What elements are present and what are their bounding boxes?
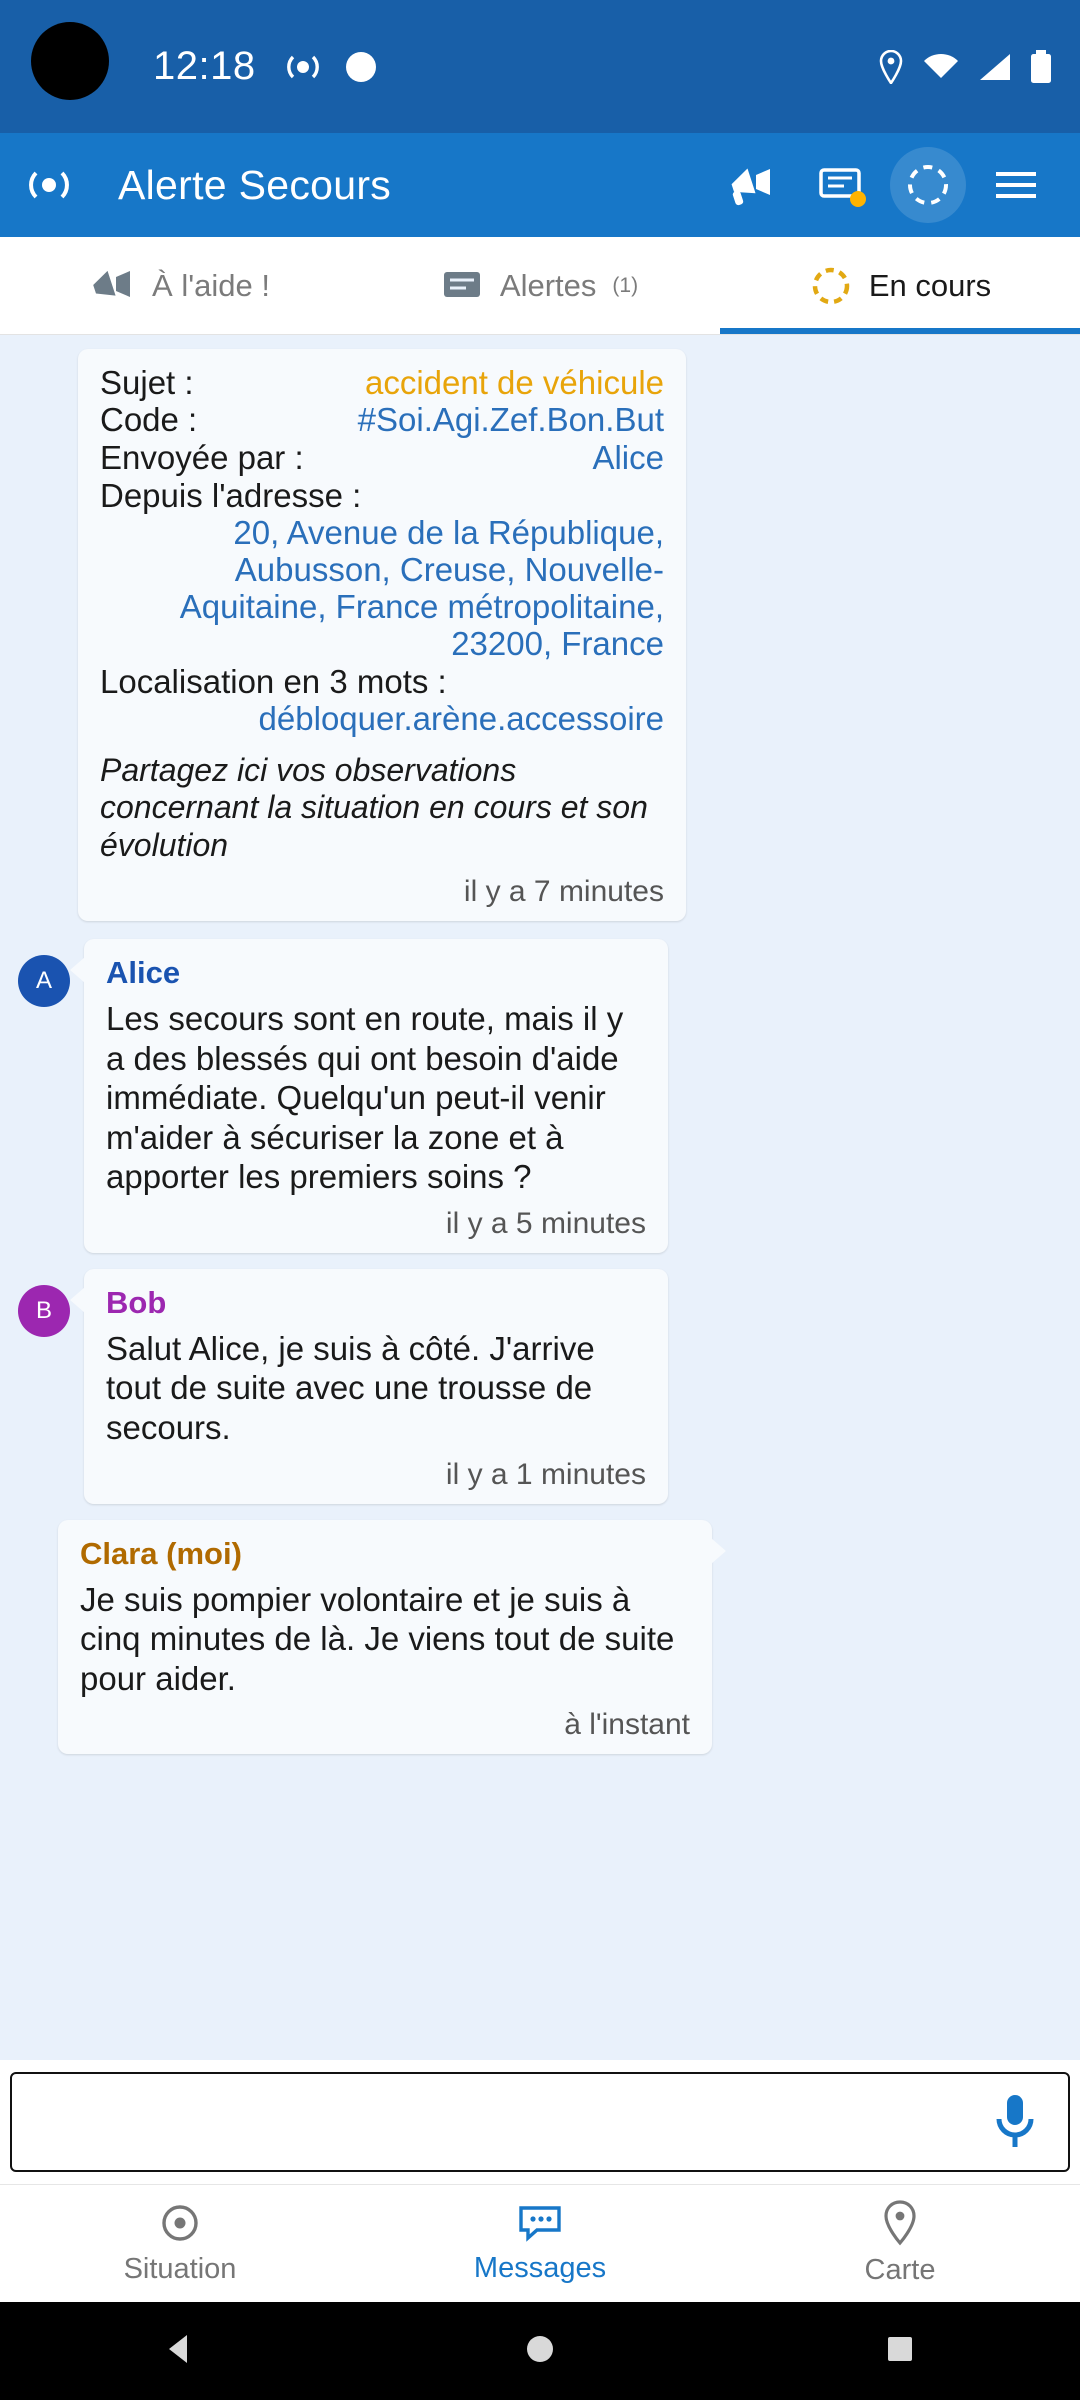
wifi-icon (922, 52, 960, 82)
message-time: à l'instant (564, 1708, 690, 1742)
what3words-value: débloquer.arène.accessoire (258, 699, 664, 737)
in-progress-icon (809, 264, 853, 308)
what3words-label: Localisation en 3 mots : (100, 662, 447, 700)
nav-item-messages[interactable] (360, 2185, 720, 2302)
map-pin-icon (881, 2200, 919, 2246)
address-label: Depuis l'adresse : (100, 476, 362, 514)
home-circle-icon[interactable] (521, 2330, 559, 2373)
message-composer (0, 2060, 1080, 2184)
nav-label: Carte (864, 2254, 936, 2286)
message-bubble (84, 1269, 668, 1504)
nav-item-situation[interactable] (0, 2185, 360, 2302)
messages-list[interactable] (0, 335, 1080, 2060)
menu-icon[interactable] (978, 147, 1054, 223)
messages-bubble-icon (517, 2202, 563, 2244)
message-row (18, 939, 1062, 1253)
camera-cutout-icon (31, 22, 109, 100)
status-clock: 12:18 (153, 44, 256, 88)
alert-signal-icon (284, 54, 322, 80)
status-right-icons (878, 50, 1052, 84)
bottom-navigation (0, 2184, 1080, 2302)
address-value: 20, Avenue de la République, Aubusson, Creuse, Nouvelle-Aquitaine, France métropolitaine, 23200, France (179, 513, 664, 662)
field-label: Sujet : (100, 364, 194, 401)
alerts-list-icon (442, 268, 484, 304)
tab-alertes-count: (1) (612, 273, 639, 297)
message-text: Je suis pompier volontaire et je suis à cinq minutes de là. Je viens tout de suite pour aider. (80, 1580, 675, 1697)
message-input[interactable] (30, 2103, 980, 2141)
alert-logo-icon[interactable] (26, 162, 72, 208)
android-system-nav (0, 2302, 1080, 2400)
page-title: Alerte Secours (118, 161, 392, 208)
message-input-wrapper[interactable] (10, 2072, 1070, 2172)
avatar: A (18, 955, 70, 1007)
field-value: Alice (592, 438, 664, 476)
messages-badge-dot (850, 191, 866, 207)
nav-label: Messages (473, 2252, 607, 2284)
message-row-own (18, 1520, 1062, 1755)
field-value: accident de véhicule (364, 364, 664, 401)
field-code (100, 402, 664, 437)
battery-icon (1030, 50, 1052, 84)
message-sender: Alice (106, 954, 181, 990)
tab-label: À l'aide ! (152, 267, 270, 303)
message-sender: Clara (moi) (80, 1535, 242, 1571)
nav-label: Situation (123, 2253, 237, 2285)
avatar: B (18, 1285, 70, 1337)
appbar-actions (714, 147, 1054, 223)
nav-item-carte[interactable] (720, 2185, 1080, 2302)
field-sujet (100, 365, 664, 400)
recents-square-icon[interactable] (881, 2330, 919, 2373)
message-bubble-own (58, 1520, 712, 1755)
message-text: Les secours sont en route, mais il y a des blessés qui ont besoin d'aide immédiate. Quelqu'un peut-il venir m'aider à sécuriser la zone et à apporter les premiers soins ? (106, 999, 624, 1196)
app-bar (0, 133, 1080, 237)
messages-icon[interactable] (802, 147, 878, 223)
field-value: #Soi.Agi.Zef.Bon.But (357, 401, 664, 439)
message-row (18, 1269, 1062, 1504)
tab-label: Alertes (499, 267, 597, 303)
alert-detail-card (78, 349, 686, 921)
tab-bar (0, 237, 1080, 335)
white-dot-icon (346, 52, 376, 82)
back-triangle-icon[interactable] (161, 2330, 199, 2373)
message-text: Salut Alice, je suis à côté. J'arrive tout de suite avec une trousse de secours. (106, 1329, 595, 1447)
megaphone-icon (90, 266, 136, 306)
message-time: il y a 1 minutes (445, 1457, 646, 1491)
location-icon (878, 50, 904, 84)
in-progress-icon[interactable] (890, 147, 966, 223)
tab-aide[interactable] (0, 237, 360, 334)
message-bubble (84, 939, 668, 1253)
microphone-icon[interactable] (980, 2087, 1050, 2157)
cellular-icon (978, 52, 1012, 82)
field-label: Code : (100, 401, 198, 439)
status-bar (0, 0, 1080, 133)
message-sender: Bob (106, 1284, 167, 1320)
tab-alertes[interactable] (360, 237, 720, 334)
field-envoyee-par (100, 440, 664, 475)
message-time: il y a 5 minutes (445, 1206, 646, 1240)
megaphone-icon[interactable] (714, 147, 790, 223)
message-time: il y a 7 minutes (463, 874, 664, 908)
tab-label: En cours (868, 267, 992, 303)
situation-icon (158, 2201, 202, 2245)
field-label: Envoyée par : (100, 438, 304, 476)
tab-en-cours[interactable] (720, 237, 1080, 334)
instruction-note: Partagez ici vos observations concernant la situation en cours et son évolution (100, 751, 648, 864)
